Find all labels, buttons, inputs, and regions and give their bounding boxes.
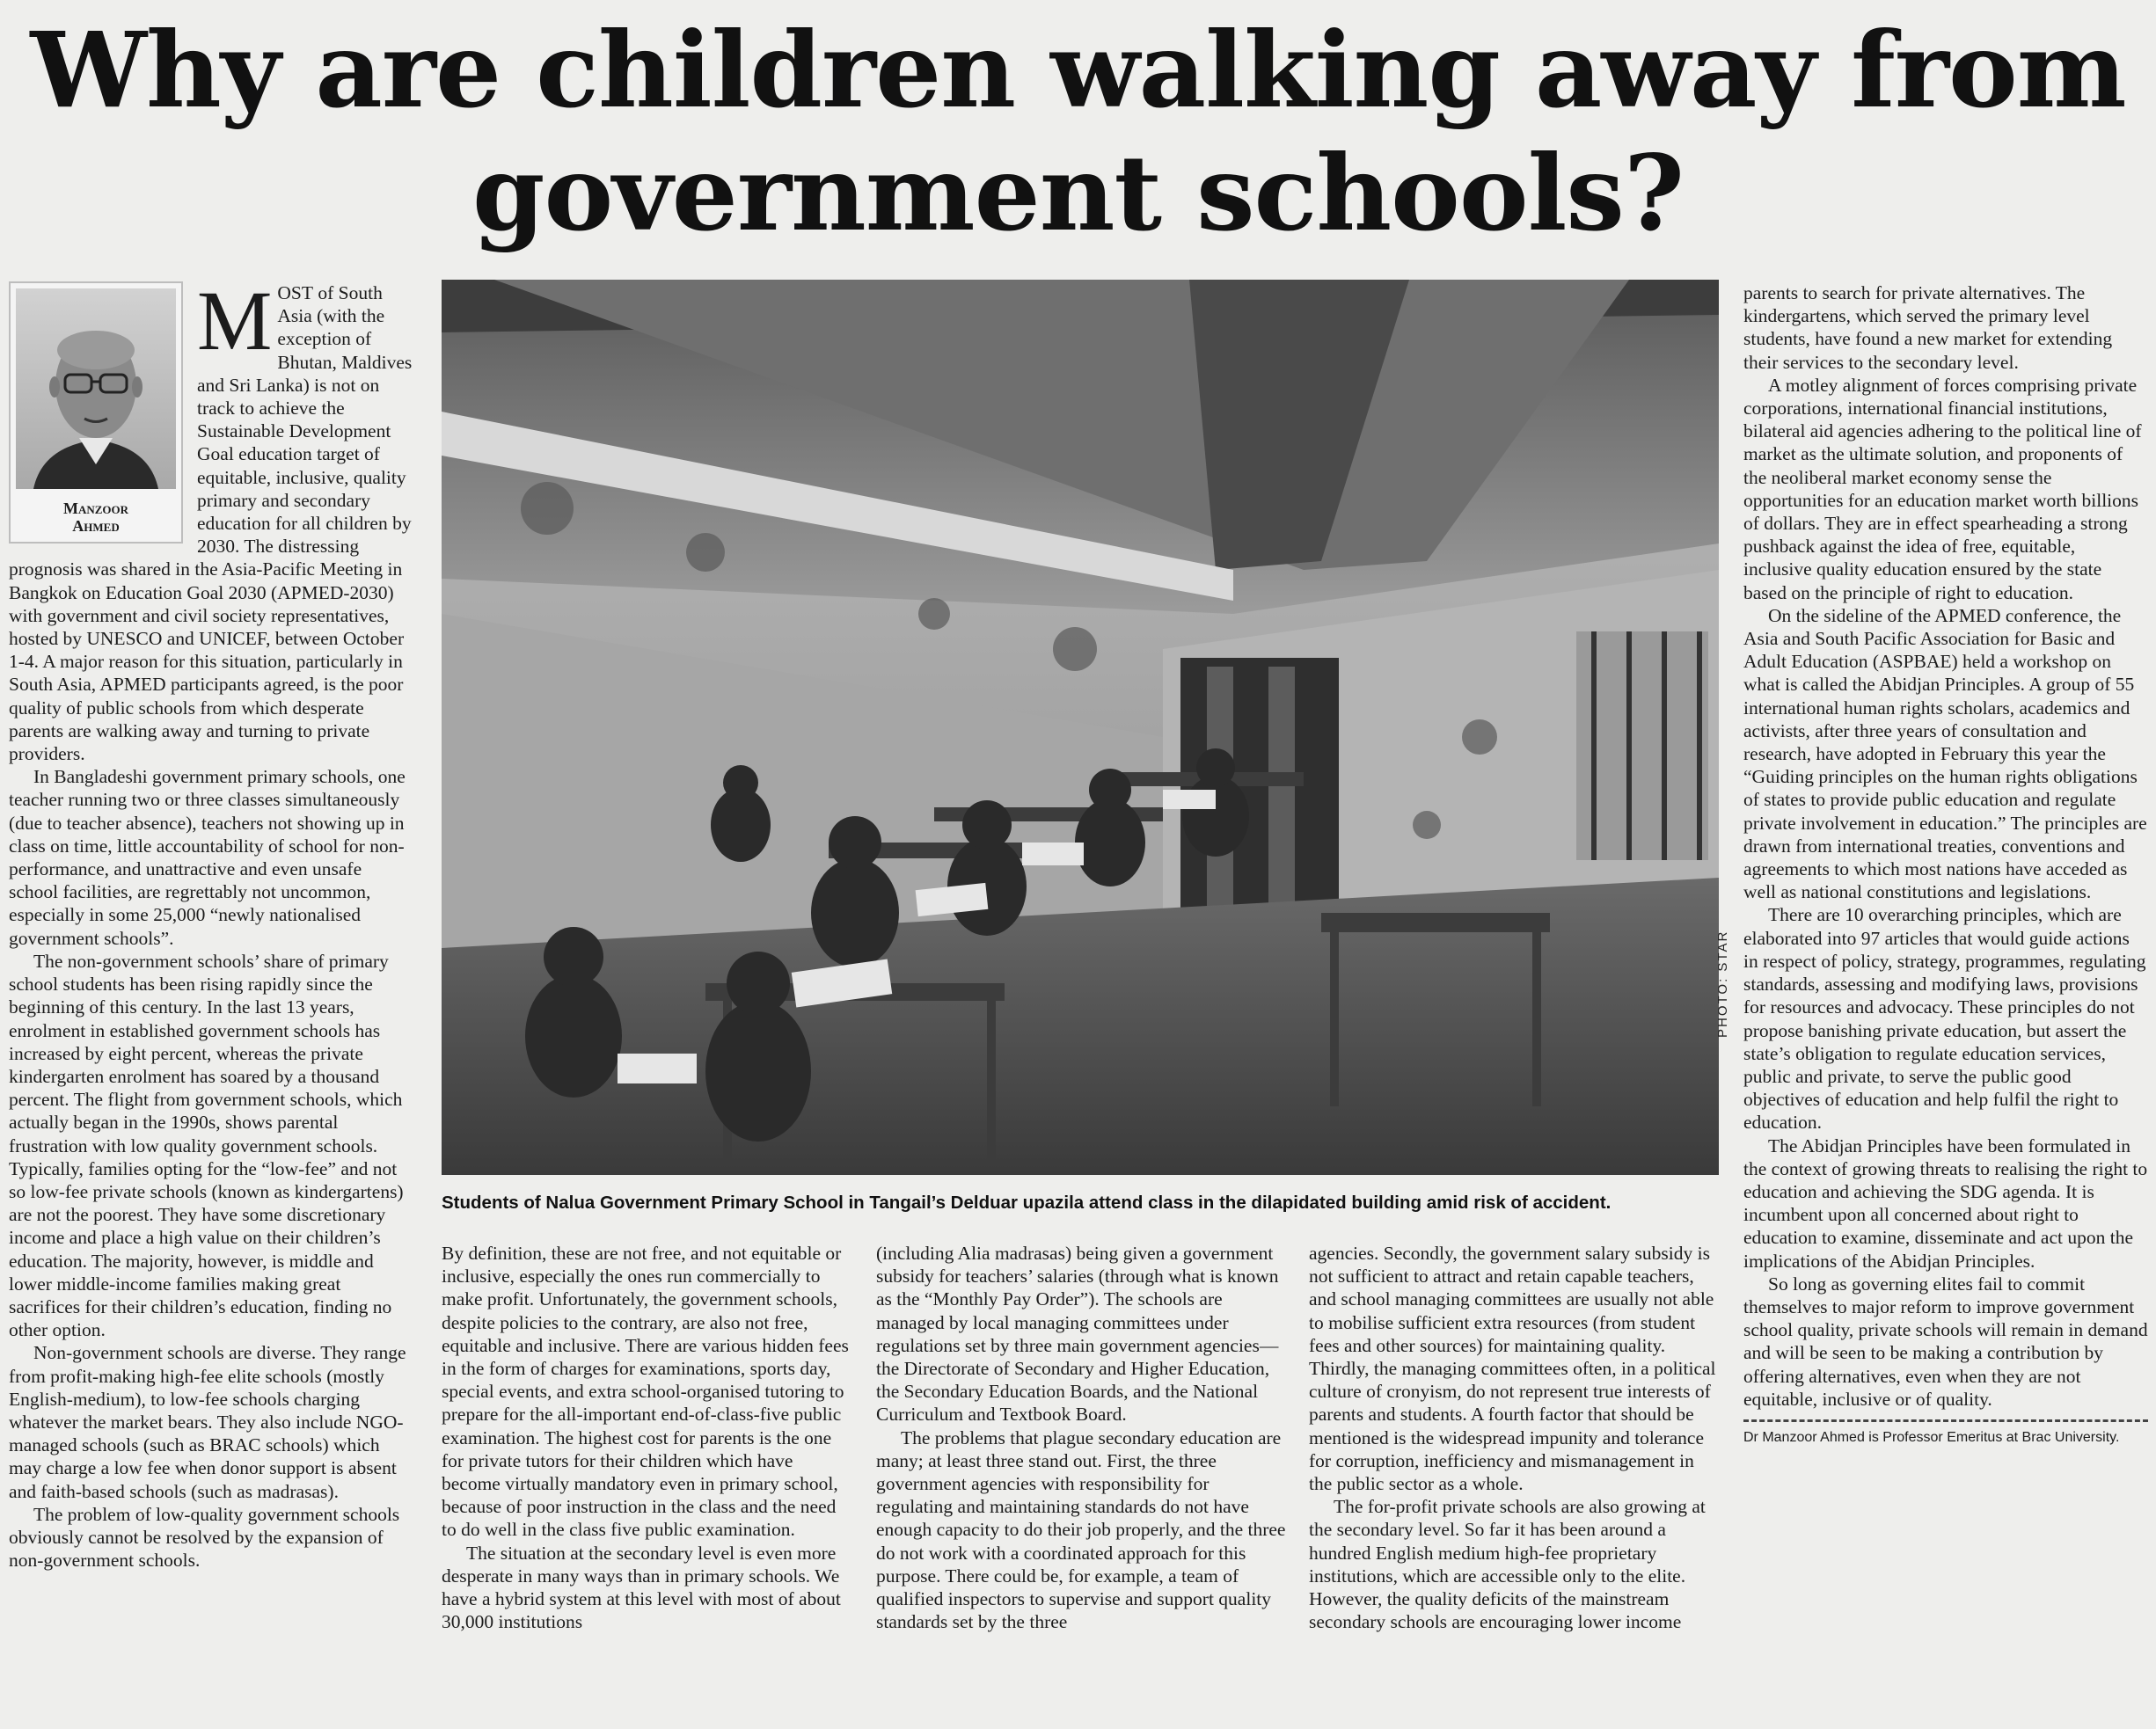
paragraph: parents to search for private alternatives. The kindergartens, which served the primary level students, have found a new market for extending their services to the secondary level. bbox=[1743, 282, 2113, 373]
paragraph: The for-profit private schools are also growing at the secondary level. So far it has been around a hundred English medium high-fee proprietary institutions, which are accessible only to the elite. However, the quality deficits of the mainstream secondary schools are encouraging lower income bbox=[1309, 1496, 1706, 1633]
paragraph: The Abidjan Principles have been formulated in the context of growing threats to realising the right to education and achieving the SDG agenda. It is incumbent upon all concerned about right to education to examine, disseminate and act upon the implications of the Abidjan Principles. bbox=[1743, 1134, 2148, 1272]
headline-line-1: Why are children walking away from bbox=[30, 9, 2126, 131]
paragraph: agencies. Secondly, the government salary subsidy is not sufficient to attract and retain capable teachers, and school managing committees are usually not able to mobilise sufficient extra resources (from student fees and other sources) for maintaining quality. Thirdly, the managing committees often, in a political culture of cronyism, do not represent true interests of parents and students. A fourth factor that should be mentioned is the widespread impunity and tolerance for corruption, inefficiency and mismanagement in the public sector as a whole. bbox=[1309, 1243, 1716, 1495]
article-column-2 bbox=[442, 1242, 851, 1633]
paragraph: (including Alia madrasas) being given a government subsidy for teachers’ salaries (through what is known as the “Monthly Pay Order”). The schools are managed by local managing committees under regulations set by three main government agencies—the Directorate of Secondary and Higher Education, the Secondary Education Boards, and the National Curriculum and Textbook Board. bbox=[876, 1243, 1279, 1426]
article-column-5 bbox=[1743, 281, 2148, 1447]
author-box bbox=[9, 281, 183, 544]
headline bbox=[0, 9, 2156, 255]
author-name: Manzoor Ahmed bbox=[62, 500, 129, 536]
divider bbox=[1743, 1419, 2148, 1422]
paragraph: The problems that plague secondary education are many; at least three stand out. First, the three government agencies with responsibility for regulating and maintaining standards do not have enough capacity to do their job properly, and the three do not work with a coordinated approach for this purpose. There could be, for example, a team of qualified inspectors to supervise and support quality standards set by the three bbox=[876, 1426, 1286, 1633]
article-column-4 bbox=[1309, 1242, 1719, 1633]
paragraph: The situation at the secondary level is even more desperate in many ways than in primary schools. We have a hybrid system at this level with most of about 30,000 institutions bbox=[442, 1542, 841, 1633]
paragraph: The non-government schools’ share of primary school students has been rising rapidly since the beginning of this century. In the last 13 years, enrolment in established government schools has increased by eight percent, whereas the private kindergarten enrolment has soared by a thousand percent. The flight from government schools, which actually began in the 1990s, shows parental frustration with low quality government schools. Typically, families opting for the “low-fee” and not so low-fee private schools (known as kindergartens) are not the poorest. They have some discretionary income and place a high value on their children’s education. The majority, however, is middle and lower middle-income families making great sacrifices for their children’s education, finding no other option. bbox=[9, 950, 404, 1341]
article-column-1 bbox=[9, 274, 413, 1572]
photo-caption: Students of Nalua Government Primary School in Tangail’s Delduar upazila attend class in the dilapidated building amid risk of accident. bbox=[442, 1193, 1612, 1213]
photo-credit: PHOTO: STAR bbox=[1715, 930, 1730, 1038]
paragraph: Non-government schools are diverse. They range from profit-making high-fee elite schools (mostly English-medium), to low-fee schools charging whatever the market bears. They also include NGO-managed schools (such as BRAC schools) which may charge a low fee when donor support is absent and faith-based schools (such as madrasas). bbox=[9, 1342, 406, 1502]
author-photo bbox=[16, 288, 176, 489]
article-column-3 bbox=[876, 1242, 1286, 1633]
paragraph: MOST of South Asia (with the exception of Bhutan, Maldives and Sri Lanka) is not on track to achieve the Sustainable Development Goal education target of equitable, inclusive, quality primary and secondary education for all children by 2030. The distressing prognosis was shared in the Asia-Pacific Meeting in Bangkok on Education Goal 2030 (APMED-2030) with government and civil society representatives, hosted by UNESCO and UNICEF, between October 1-4. A major reason for this situation, particularly in South Asia, APMED participants agreed, is the poor quality of public schools from which desperate parents are walking away and turning to private providers. bbox=[9, 274, 413, 765]
drop-cap: M bbox=[197, 274, 273, 368]
paragraph: By definition, these are not free, and not equitable or inclusive, especially the ones run commercially to make profit. Unfortunately, the government schools, despite policies to the contrary, are also not free, equitable and inclusive. There are various hidden fees in the form of charges for examinations, sports day, special events, and extra school-organised tutoring to prepare for the all-important end-of-class-five public examination. The highest cost for parents is the one for private tutors for their children which have become virtually mandatory even in primary school, because of poor instruction in the class and the need to do well in the class five public examination. bbox=[442, 1243, 849, 1541]
paragraph: The problem of low-quality government schools obviously cannot be resolved by the expansion of non-government schools. bbox=[9, 1503, 400, 1572]
classroom-photo bbox=[442, 280, 1719, 1175]
author-bio: Dr Manzoor Ahmed is Professor Emeritus at Brac University. bbox=[1743, 1429, 2120, 1445]
lead-in: OST bbox=[277, 282, 313, 303]
paragraph: So long as governing elites fail to commit themselves to major reform to improve government school quality, private schools will remain in demand and will be seen to be making a contribution by offering alternatives, even when they are not equitable, inclusive or of quality. bbox=[1743, 1273, 2148, 1410]
headline-line-2: government schools? bbox=[471, 132, 1684, 254]
paragraph: On the sideline of the APMED conference, the Asia and South Pacific Association for Basic and Adult Education (ASPBAE) held a workshop on what is called the Abidjan Principles. A group of 55 international human rights scholars, academics and activists, after three years of consultation and research, have adopted in February this year the “Guiding principles on the human rights obligations of states to provide public education and regulate private involvement in education.” The principles are drawn from international treaties, conventions and agreements to which most nations have acceded as well as national constitutions and legislations. bbox=[1743, 604, 2147, 903]
classroom-photo-illustration bbox=[442, 280, 1719, 1175]
paragraph: A motley alignment of forces comprising private corporations, international financial institutions, bilateral aid agencies adhering to the political line of market as the ultimate solution, and proponents of the neoliberal market economy sense the opportunities for an education market worth billions of dollars. They are in effect spearheading a strong pushback against the idea of free, equitable, inclusive quality education ensured by the state based on the principle of right to education. bbox=[1743, 374, 2142, 603]
paragraph: In Bangladeshi government primary schools, one teacher running two or three classes simultaneously (due to teacher absence), teachers not showing up in class on time, little accountability of school for non-performance, and unattractive and even unsafe school facilities, are regrettably not uncommon, especially in some 25,000 “newly nationalised government schools”. bbox=[9, 766, 406, 949]
paragraph: There are 10 overarching principles, which are elaborated into 97 articles that would guide actions in respect of policy, strategy, programmes, regulating standards, assessing and modifying laws, provisions for resources and advocacy. These principles do not propose banishing private education, but assert the state’s obligation to regulate education services, public and private, to serve the public good objectives of education and help fulfil the right to education. bbox=[1743, 904, 2146, 1134]
